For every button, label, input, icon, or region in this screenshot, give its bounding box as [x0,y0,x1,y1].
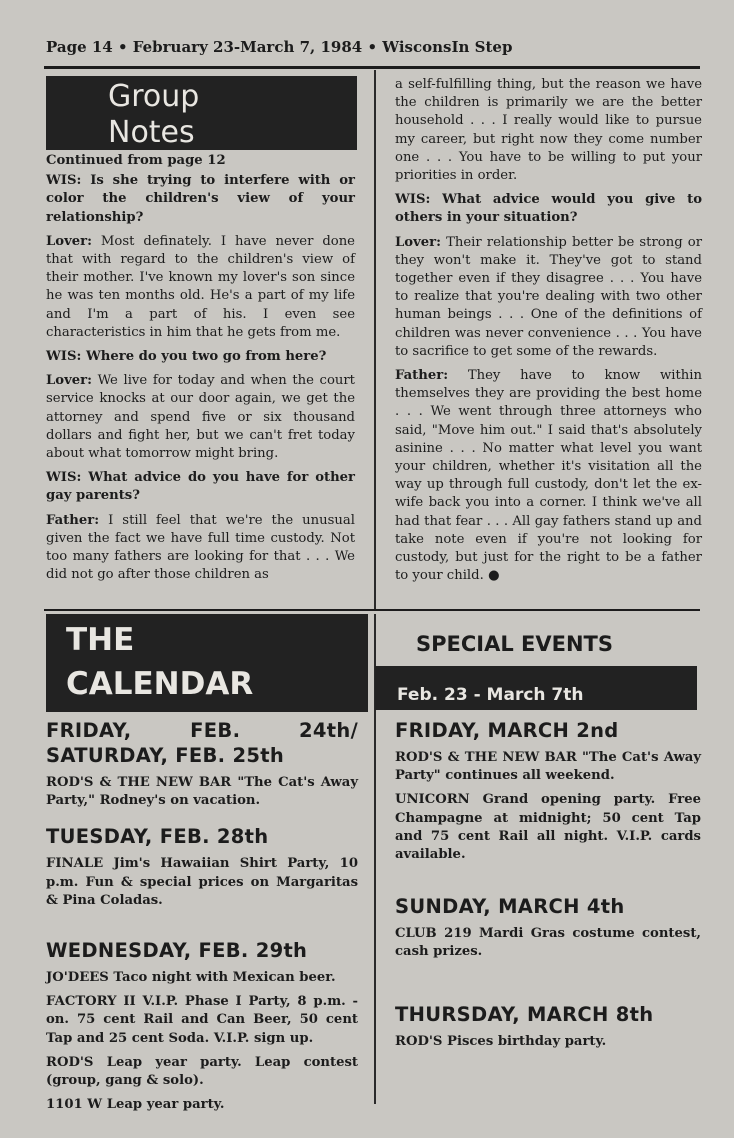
paragraph-text: I still feel that we're the unusual given the fact we have full time custody. Not too many fathers are looking for that . . . We did not go after those children as [46,512,355,583]
speaker-label: Lover: [46,233,92,249]
issue-date: February 23-March 7, 1984 [132,38,363,56]
calendar-day-block [395,894,701,961]
event-listing [46,993,358,1048]
date-span: Feb. 23 - March 7th [397,685,584,705]
interview-paragraph [395,367,702,585]
event-venue: CLUB 219 [395,926,472,942]
event-venue: ROD'S [395,1033,443,1049]
speaker-label: WIS: [395,192,431,208]
calendar-banner [46,614,368,712]
group-notes-title-line2: Notes [108,115,195,150]
event-description: "The Cat's Away Party," Rodney's on vacation. [46,775,358,809]
paragraph-text: a self-fulfilling thing, but the reason we have the children is primarily we are the better household . . . I really would like to pursue my career, but right now they come number one . . . You have to be willing to put your priorities in order. [395,77,702,184]
calendar-day-block [46,824,358,910]
calendar-day-block [395,718,701,864]
event-description: Mardi Gras costume contest, cash prizes. [395,926,701,960]
interview-paragraph [46,233,355,342]
calendar-title-line1: THE [66,622,135,658]
speaker-label: Lover: [46,373,92,389]
event-description: "The Cat's Away Party" continues all weekend. [395,750,702,784]
event-venue: ROD'S & THE NEW BAR [46,775,232,790]
paragraph-text: They have to know within themselves they are providing the best home . . . We went through three attorneys who said, "Move him out." I said that's absolutely asinine . . . No matter what level you want your children, whether it's visitation all the way up through full custody, don't let the ex-wife back you into a corner. I think we've all had that fear . . . All gay fathers stand up and take note even if you're not looking for custody, but just for the right to be a father to your child. ● [395,368,702,584]
paragraph-text: Where do you two go from here? [85,349,327,365]
event-listing [395,925,701,961]
event-description: Grand opening party. Free Champagne at midnight; 50 cent Tap and 75 cent Rail all night. V.I.P. cards available. [395,792,701,863]
speaker-label: WIS: [46,349,82,365]
column-divider-top [374,70,376,610]
calendar-day-block [395,1002,701,1051]
event-description: Taco night with Mexican beer. [113,970,336,986]
event-venue: UNICORN [395,792,470,808]
interview-paragraph [46,172,355,227]
calendar-right-column [395,718,701,1057]
section-rule [44,609,700,611]
date-span-bar [375,666,697,710]
group-notes-left-column [46,152,355,590]
event-listing [395,1033,701,1051]
event-description: Leap year party. [106,1097,225,1113]
event-listing [46,855,358,910]
event-venue: ROD'S [46,1054,94,1070]
paragraph-text: We live for today and when the court service knocks at our door again, we get the attorney and spend five or six thousand dollars and fight her, but we can't fret today about what tomorrow might bring. [46,373,355,462]
speaker-label: Father: [46,512,100,528]
calendar-title-line2: CALENDAR [66,666,254,702]
continued-note: Continued from page 12 [46,153,226,168]
paragraph-text: Most definately. I have never done that with regard to the children's view of their mother. I've known my lover's son since he was ten months old. He's a part of my life and I'm a part of his. I even see characteristics in him that he gets from me. [46,233,355,340]
event-listing [395,791,701,864]
event-description: Pisces birthday party. [447,1033,607,1049]
calendar-left-column [46,718,358,1120]
event-listing [46,1096,358,1114]
speaker-label: WIS: [46,470,82,486]
event-description: V.I.P. Phase I Party, 8 p.m. - on. 75 cent Rail and Can Beer, 50 cent Tap and 25 cent Soda. V.I.P. sign up. [46,994,359,1046]
day-heading: THURSDAY, MARCH 8th [395,1002,654,1026]
calendar-day-block [46,718,358,810]
interview-paragraph [46,348,355,366]
event-description: Leap year party. Leap contest (group, gang & solo). [46,1054,359,1089]
day-heading: FRIDAY, FEB. 24th/ SATURDAY, FEB. 25th [46,719,358,767]
calendar-day-block [46,938,358,1114]
event-listing [395,749,701,785]
day-heading: SUNDAY, MARCH 4th [395,895,625,919]
group-notes-right-column [395,76,702,591]
speaker-label: WIS: [46,173,82,189]
special-events-title: SPECIAL EVENTS [416,632,613,656]
interview-paragraph [395,191,702,227]
paragraph-text: Their relationship better be strong or they won't make it. They've got to stand together even if they disagree . . . You have to realize that you're dealing with two other human beings . . . One of the definitions of children was never convenience . . . You have to sacrifice to get some of the rewards. [395,234,702,359]
interview-paragraph [46,469,355,505]
event-description: Jim's Hawaiian Shirt Party, 10 p.m. Fun & special prices on Margaritas & Pina Coladas. [46,856,358,908]
event-listing [46,1054,358,1090]
group-notes-title-line1: Group [108,79,200,114]
interview-paragraph [46,372,355,463]
speaker-label: Father: [395,368,449,384]
paragraph-text: What advice would you give to others in your situation? [395,192,702,226]
header-rule [44,66,700,69]
publication-name: WisconsIn Step [382,38,513,56]
event-venue: 1101 W [46,1097,103,1113]
event-listing [46,969,358,987]
speaker-label: Lover: [395,234,441,250]
interview-paragraph [395,76,702,185]
day-heading: TUESDAY, FEB. 28th [46,825,269,849]
event-venue: FINALE [46,856,104,872]
paragraph-text: Is she trying to interfere with or color the children's view of your relationship? [46,173,355,225]
page-number: Page 14 [46,38,113,56]
day-heading: WEDNESDAY, FEB. 29th [46,939,308,963]
group-notes-banner [46,76,357,150]
page-header: Page 14 • February 23-March 7, 1984 • WisconsIn Step [46,38,513,56]
interview-paragraph [395,234,702,361]
paragraph-text: What advice do you have for other gay parents? [46,470,356,504]
day-heading: FRIDAY, MARCH 2nd [395,719,619,742]
event-venue: ROD'S & THE NEW BAR [395,750,577,765]
event-venue: FACTORY II [46,994,136,1010]
event-listing [46,774,358,810]
event-venue: JO'DEES [46,970,109,986]
interview-paragraph [46,512,355,585]
